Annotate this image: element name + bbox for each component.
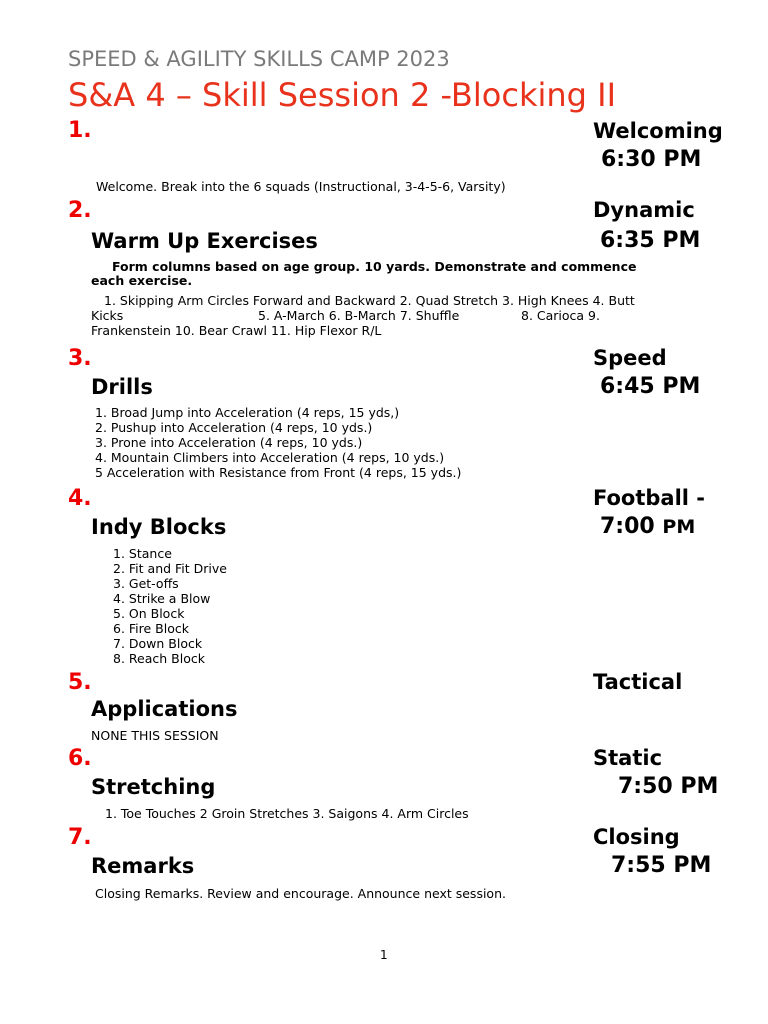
list-item: 7. Down Block <box>113 636 203 651</box>
section-3-title: Drills <box>91 375 153 399</box>
section-4-time-value: 7:00 <box>600 514 655 539</box>
list-item: 1. Stance <box>113 546 172 561</box>
section-6-title: Stretching <box>91 775 216 799</box>
section-1-time: 6:30 PM <box>601 147 702 172</box>
list-item: 3. Prone into Acceleration (4 reps, 10 yds.) <box>95 435 363 450</box>
section-5-number: 5. <box>68 670 92 695</box>
section-1-number: 1. <box>68 118 92 143</box>
list-item: 2. Fit and Fit Drive <box>113 561 227 576</box>
section-4-title: Indy Blocks <box>91 515 227 539</box>
section-2-time: 6:35 PM <box>600 228 701 253</box>
section-4-time <box>600 514 695 539</box>
exercise-list-line1: 1. Skipping Arm Circles Forward and Backward 2. Quad Stretch 3. High Knees 4. Butt <box>104 293 635 308</box>
list-item: 4. Strike a Blow <box>113 591 211 606</box>
list-item: 2. Pushup into Acceleration (4 reps, 10 yds.) <box>95 420 373 435</box>
section-6-label: Static <box>593 746 663 770</box>
section-4-label: Football - <box>593 486 706 510</box>
section-3-number: 3. <box>68 346 92 371</box>
page-title: S&A 4 – Skill Session 2 -Blocking II <box>68 76 616 114</box>
section-5-label: Tactical <box>593 670 683 694</box>
section-4-time-suffix: PM <box>662 516 696 538</box>
list-item: 1. Broad Jump into Acceleration (4 reps, 15 yds,) <box>95 405 400 420</box>
list-item: 8. Reach Block <box>113 651 205 666</box>
section-6-body: 1. Toe Touches 2 Groin Stretches 3. Saigons 4. Arm Circles <box>105 806 469 821</box>
section-5-title: Applications <box>91 697 238 721</box>
section-7-label: Closing <box>593 825 680 849</box>
section-3-label: Speed <box>593 346 667 370</box>
list-item: 6. Fire Block <box>113 621 189 636</box>
section-4-number: 4. <box>68 486 92 511</box>
section-1-body: Welcome. Break into the 6 squads (Instructional, 3-4-5-6, Varsity) <box>96 179 506 194</box>
exercise-list-line2b: 5. A-March 6. B-March 7. Shuffle <box>258 308 460 323</box>
page-header: SPEED & AGILITY SKILLS CAMP 2023 <box>68 47 450 71</box>
section-7-body: Closing Remarks. Review and encourage. Announce next session. <box>95 886 506 901</box>
section-6-time: 7:50 PM <box>618 774 719 799</box>
section-2-instructions-line2: each exercise. <box>91 273 193 288</box>
speed-drills-list <box>95 405 461 480</box>
exercise-list-line3: Frankenstein 10. Bear Crawl 11. Hip Flexor R/L <box>91 323 382 338</box>
section-5-body: NONE THIS SESSION <box>91 728 219 743</box>
section-2-number: 2. <box>68 198 92 223</box>
section-7-number: 7. <box>68 825 92 850</box>
section-7-title: Remarks <box>91 854 195 878</box>
list-item: 4. Mountain Climbers into Acceleration (4 reps, 10 yds.) <box>95 450 445 465</box>
section-3-time: 6:45 PM <box>600 374 701 399</box>
section-2-title: Warm Up Exercises <box>91 229 318 253</box>
section-1-label: Welcoming <box>593 119 723 143</box>
list-item: 5. On Block <box>113 606 185 621</box>
section-7-time: 7:55 PM <box>611 853 712 878</box>
list-item: 3. Get-offs <box>113 576 179 591</box>
page-number: 1 <box>380 948 388 962</box>
exercise-list-line2c: 8. Carioca 9. <box>521 308 600 323</box>
section-2-label: Dynamic <box>593 198 695 222</box>
indy-blocks-list <box>113 546 227 666</box>
section-6-number: 6. <box>68 746 92 771</box>
section-2-instructions-line1: Form columns based on age group. 10 yards. Demonstrate and commence <box>112 259 637 274</box>
list-item: 5 Acceleration with Resistance from Front (4 reps, 15 yds.) <box>95 465 462 480</box>
exercise-list-line2a: Kicks <box>91 308 124 323</box>
